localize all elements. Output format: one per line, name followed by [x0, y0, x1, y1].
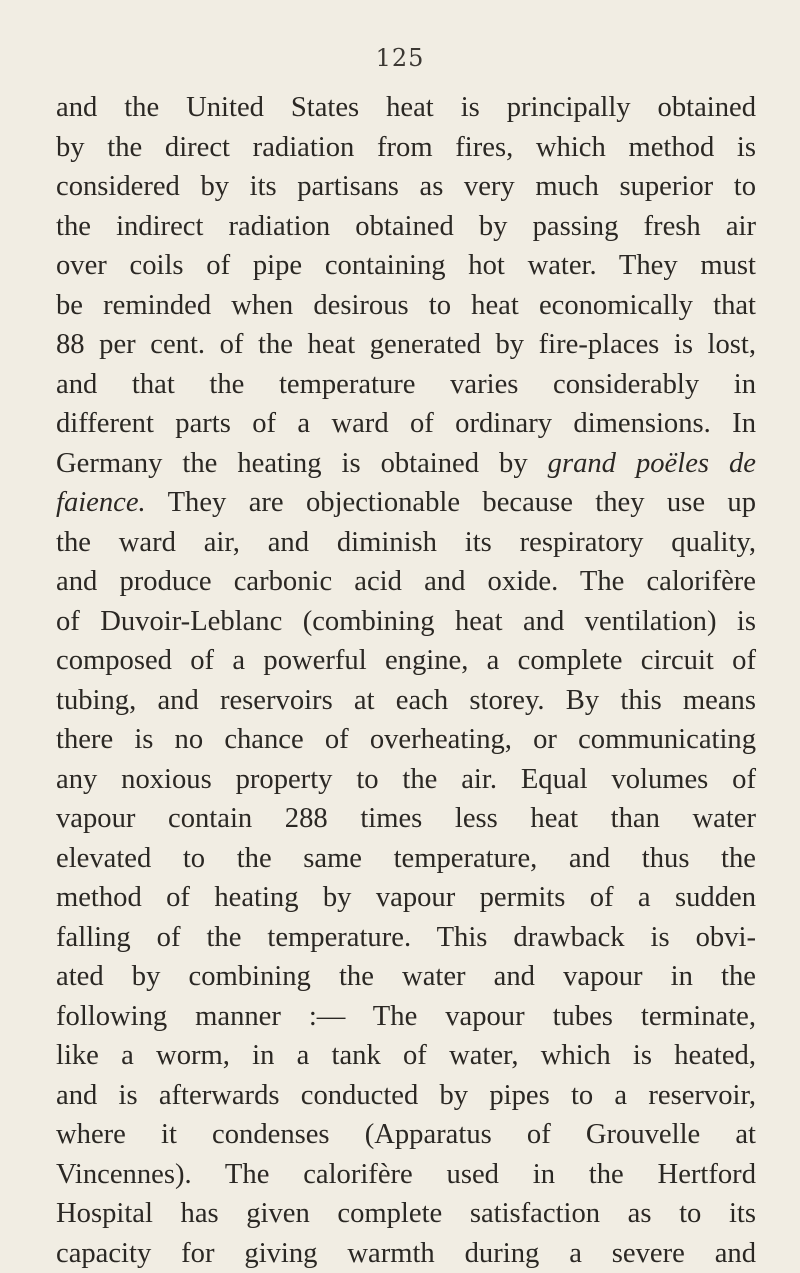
text-line: falling of the temperature. This drawback is obvi-	[56, 921, 756, 953]
text-line	[56, 483, 756, 523]
text-line: the ward air, and diminish its respiratory quality,	[56, 526, 756, 558]
text-line: following manner :— The vapour tubes terminate,	[56, 1000, 756, 1032]
text-line: the indirect radiation obtained by passing fresh air	[56, 210, 756, 242]
text-line: method of heating by vapour permits of a sudden	[56, 882, 756, 913]
text-line: different parts of a ward of ordinary dimensions. In	[56, 408, 756, 439]
text-line: composed of a powerful engine, a complete circuit of	[56, 645, 756, 676]
italic-phrase: faience.	[56, 487, 146, 518]
text-line: like a worm, in a tank of water, which is heated,	[56, 1040, 756, 1071]
text-line: Vincennes). The calorifère used in the Hertford	[56, 1158, 756, 1190]
text-line: and the United States heat is principally obtained	[56, 92, 756, 123]
italic-phrase: grand poëles de	[547, 447, 756, 479]
text-line: by the direct radiation from fires, which method is	[56, 131, 756, 163]
text-line: where it condenses (Apparatus of Grouvelle at	[56, 1119, 756, 1150]
text-line: and is afterwards conducted by pipes to a reservoir,	[56, 1079, 756, 1111]
text-line: considered by its partisans as very much superior to	[56, 171, 756, 202]
text-line: of Duvoir-Leblanc (combining heat and ventilation) is	[56, 605, 756, 637]
text-line: 88 per cent. of the heat generated by fire-places is lost,	[56, 329, 756, 360]
text-line: be reminded when desirous to heat economically that	[56, 289, 756, 321]
text-line: and that the temperature varies considerably in	[56, 368, 756, 400]
text-line: elevated to the same temperature, and thus the	[56, 842, 756, 874]
text-line: tubing, and reservoirs at each storey. By this means	[56, 684, 756, 716]
text-line: vapour contain 288 times less heat than water	[56, 803, 756, 834]
text-segment: They are objectionable because they use up	[145, 487, 756, 518]
text-line: capacity for giving warmth during a severe and	[56, 1237, 756, 1269]
text-segment: Germany the heating is obtained by	[56, 447, 548, 479]
text-line: Hospital has given complete satisfaction as to its	[56, 1198, 756, 1229]
text-line: there is no chance of overheating, or communicating	[56, 724, 756, 755]
page-number: 125	[375, 44, 425, 72]
text-line: over coils of pipe containing hot water. They must	[56, 250, 756, 281]
text-line	[56, 444, 756, 484]
text-line: and produce carbonic acid and oxide. The calorifère	[56, 566, 756, 597]
text-line: any noxious property to the air. Equal volumes of	[56, 763, 756, 795]
text-line: ated by combining the water and vapour in the	[56, 961, 756, 992]
body-paragraph	[56, 88, 756, 1273]
